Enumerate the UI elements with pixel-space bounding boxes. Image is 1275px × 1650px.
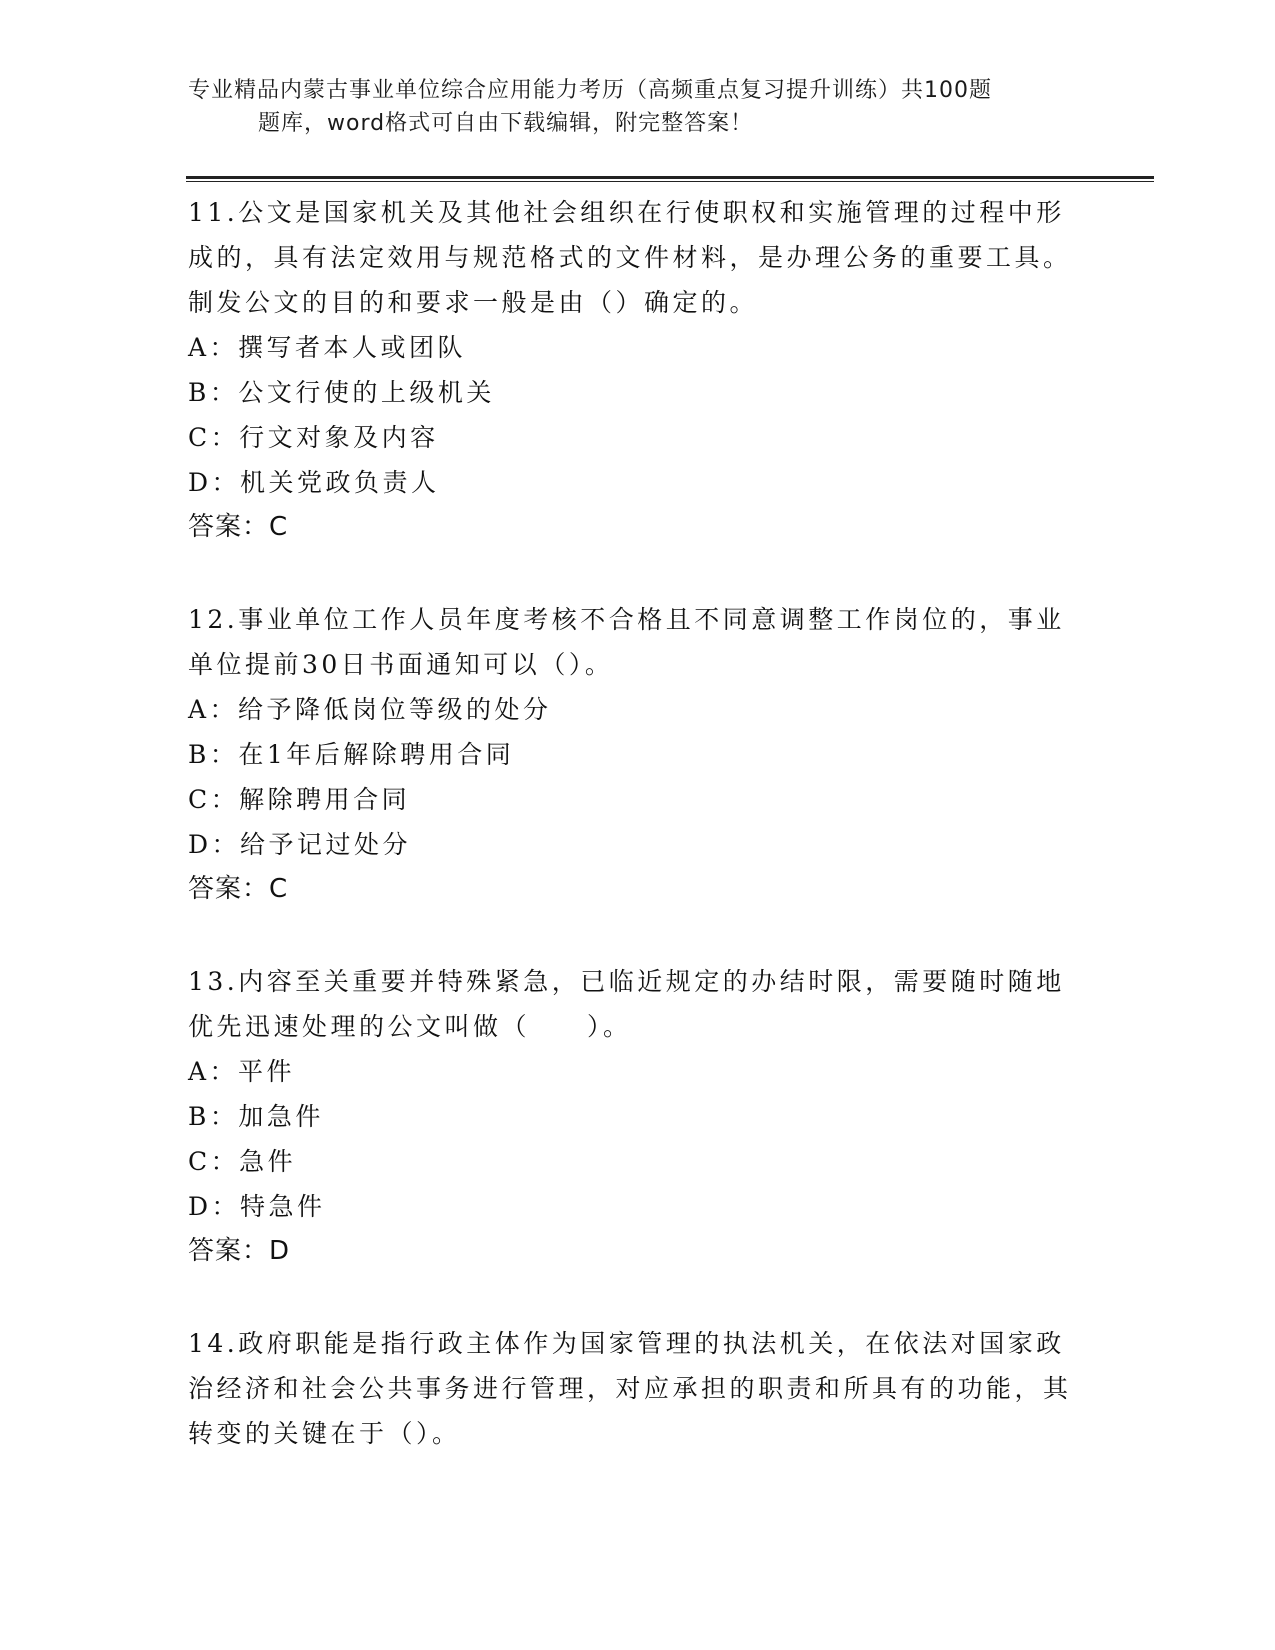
option-a: A：撰写者本人或团队 — [188, 333, 467, 362]
question-text: 14.政府职能是指行政主体作为国家管理的执法机关，在依法对国家政治经济和社会公共事务进行管理，对应承担的职责和所具有的功能，其转变的关键在于（）。 — [188, 1329, 1072, 1448]
option-b: B：公文行使的上级机关 — [188, 378, 495, 407]
option-a: A：给予降低岗位等级的处分 — [188, 695, 552, 724]
answer-label: 答案：C — [188, 512, 289, 542]
spacer — [188, 912, 1088, 959]
option-a: A：平件 — [188, 1057, 296, 1086]
option-d: D：特急件 — [188, 1192, 326, 1221]
header-divider-thin — [186, 181, 1154, 182]
spacer — [188, 1274, 1088, 1321]
option-c: C：解除聘用合同 — [188, 785, 411, 814]
question-text: 11.公文是国家机关及其他社会组织在行使职权和实施管理的过程中形成的，具有法定效用与规范格式的文件材料，是办理公务的重要工具。制发公文的目的和要求一般是由（）确定的。 — [188, 198, 1072, 317]
question-13 — [188, 959, 1088, 1274]
question-12 — [188, 597, 1088, 912]
question-text: 12.事业单位工作人员年度考核不合格且不同意调整工作岗位的，事业单位提前30日书面通知可以（）。 — [188, 605, 1065, 679]
question-14 — [188, 1321, 1088, 1456]
header-divider-thick — [186, 176, 1154, 179]
question-list — [188, 190, 1088, 1456]
document-header — [188, 74, 1088, 140]
spacer — [188, 550, 1088, 597]
option-b: B：在1年后解除聘用合同 — [188, 740, 515, 769]
question-11 — [188, 190, 1088, 550]
header-title-line-2: 题库，word格式可自由下载编辑，附完整答案！ — [258, 111, 754, 136]
option-d: D：给予记过处分 — [188, 830, 412, 859]
answer-label: 答案：C — [188, 874, 289, 904]
option-b: B：加急件 — [188, 1102, 324, 1131]
answer-label: 答案：D — [188, 1236, 291, 1266]
option-c: C：急件 — [188, 1147, 297, 1176]
option-c: C：行文对象及内容 — [188, 423, 439, 452]
option-d: D：机关党政负责人 — [188, 468, 440, 497]
question-text: 13.内容至关重要并特殊紧急，已临近规定的办结时限，需要随时随地优先迅速处理的公文叫做（ ）。 — [188, 967, 1065, 1041]
header-title-line-1: 专业精品内蒙古事业单位综合应用能力考历（高频重点复习提升训练）共100题 — [188, 78, 992, 103]
